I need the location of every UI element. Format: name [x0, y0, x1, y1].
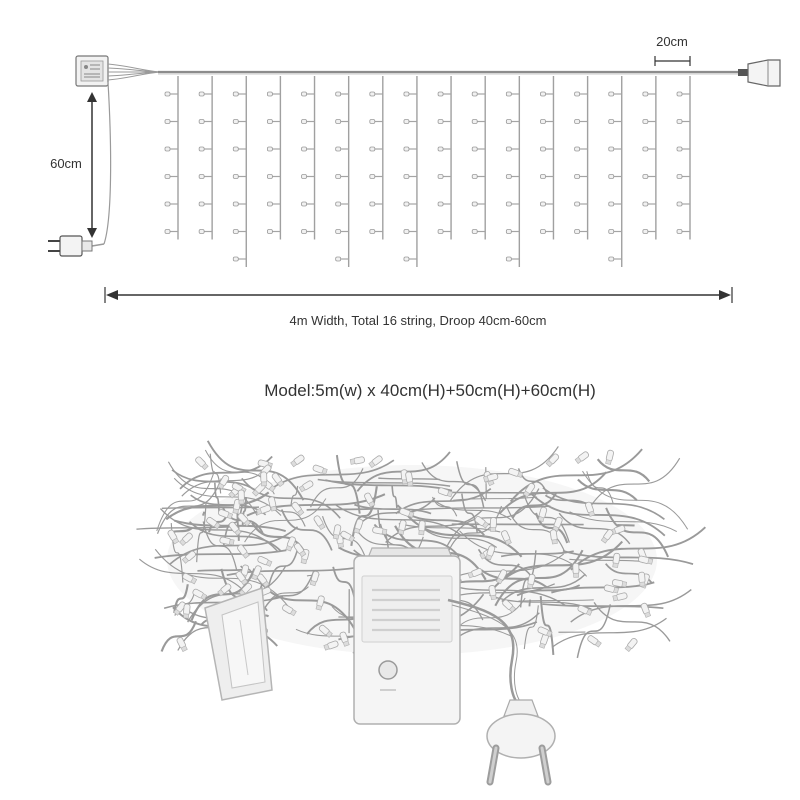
- led-bulb: [575, 92, 580, 96]
- led-bulb: [540, 175, 545, 179]
- light-string: [506, 76, 519, 267]
- led-bulb: [336, 120, 341, 124]
- light-string: [472, 76, 485, 240]
- led-bulb: [302, 120, 307, 124]
- led-bulb: [370, 175, 375, 179]
- led-bulb: [575, 451, 590, 464]
- led-bulb: [233, 230, 238, 234]
- spacing-dimension: [655, 34, 690, 66]
- led-bulb: [302, 175, 307, 179]
- led-bulb: [472, 147, 477, 151]
- led-bulb: [540, 120, 545, 124]
- led-bulb: [677, 175, 682, 179]
- light-string: [370, 76, 383, 240]
- led-bulb: [677, 147, 682, 151]
- model-label: Model:5m(w) x 40cm(H)+50cm(H)+60cm(H): [264, 381, 596, 400]
- led-bulb: [609, 257, 614, 261]
- led-bulb: [677, 230, 682, 234]
- led-bulb: [506, 92, 511, 96]
- led-bulb: [643, 92, 648, 96]
- led-bulb: [199, 92, 204, 96]
- led-bulb: [609, 230, 614, 234]
- led-bulb: [472, 202, 477, 206]
- led-bulb: [573, 563, 579, 577]
- power-plug-icon: [48, 236, 92, 256]
- width-caption: 4m Width, Total 16 string, Droop 40cm-60cm: [289, 313, 547, 328]
- led-bulb: [643, 202, 648, 206]
- mode-button: [379, 661, 397, 679]
- led-bulb: [370, 147, 375, 151]
- led-bulb: [302, 92, 307, 96]
- led-bulb: [302, 230, 307, 234]
- led-bulb: [165, 147, 170, 151]
- led-bulb: [267, 230, 272, 234]
- led-bulb: [438, 230, 443, 234]
- led-bulb: [165, 92, 170, 96]
- female-connector-icon: [205, 588, 272, 700]
- led-bulb: [677, 120, 682, 124]
- light-string: [165, 76, 178, 240]
- end-connector-icon: [738, 60, 780, 86]
- led-bulb: [575, 230, 580, 234]
- led-bulb: [370, 230, 375, 234]
- led-bulb: [609, 202, 614, 206]
- led-bulb: [506, 147, 511, 151]
- eu-plug-icon: [487, 700, 555, 782]
- led-bulb: [575, 175, 580, 179]
- led-bulb: [199, 230, 204, 234]
- led-bulb: [267, 120, 272, 124]
- led-bulb: [370, 92, 375, 96]
- light-string: [233, 76, 246, 267]
- led-bulb: [404, 202, 409, 206]
- led-bulb: [165, 175, 170, 179]
- light-string: [199, 76, 212, 240]
- led-bulb: [506, 120, 511, 124]
- light-string: [336, 76, 349, 267]
- light-string: [438, 76, 451, 240]
- led-bulb: [609, 175, 614, 179]
- led-bulb: [233, 120, 238, 124]
- led-bulb: [575, 202, 580, 206]
- led-bulb: [199, 147, 204, 151]
- led-bulb: [336, 202, 341, 206]
- led-bulb: [404, 175, 409, 179]
- led-bulb: [165, 202, 170, 206]
- led-bulb: [540, 230, 545, 234]
- led-bulb: [540, 202, 545, 206]
- led-bulb: [267, 202, 272, 206]
- controller-box-icon: [76, 56, 108, 86]
- led-bulb: [490, 517, 497, 531]
- light-string: [575, 76, 588, 240]
- led-bulb: [506, 202, 511, 206]
- led-bulb: [267, 175, 272, 179]
- led-bulb: [609, 120, 614, 124]
- led-bulb: [302, 202, 307, 206]
- led-bulb: [609, 92, 614, 96]
- led-bulb: [438, 175, 443, 179]
- led-bulb: [233, 257, 238, 261]
- led-bulb: [199, 202, 204, 206]
- led-bulb: [677, 202, 682, 206]
- led-bulb: [643, 147, 648, 151]
- led-bulb: [506, 257, 511, 261]
- led-bulb: [199, 175, 204, 179]
- light-string: [267, 76, 280, 240]
- hanging-strings: [165, 76, 690, 267]
- led-bulb: [336, 230, 341, 234]
- led-bulb: [506, 175, 511, 179]
- led-bulb: [506, 230, 511, 234]
- led-bulb: [165, 230, 170, 234]
- led-bulb: [238, 490, 244, 504]
- coiled-light-bundle: [136, 441, 705, 782]
- led-bulb: [404, 92, 409, 96]
- led-bulb: [199, 120, 204, 124]
- led-bulb: [472, 230, 477, 234]
- led-bulb: [404, 120, 409, 124]
- led-bulb: [233, 92, 238, 96]
- led-bulb: [370, 202, 375, 206]
- controller-box: [354, 548, 460, 724]
- curtain-schematic: [48, 34, 780, 328]
- led-bulb: [233, 202, 238, 206]
- led-bulb: [350, 456, 365, 465]
- led-bulb: [404, 257, 409, 261]
- led-bulb: [605, 450, 614, 465]
- led-bulb: [267, 147, 272, 151]
- led-bulb: [404, 230, 409, 234]
- led-bulb: [472, 120, 477, 124]
- led-bulb: [609, 147, 614, 151]
- led-bulb: [625, 637, 639, 652]
- spacing-label: 20cm: [656, 34, 688, 49]
- led-bulb: [233, 147, 238, 151]
- led-bulb: [233, 175, 238, 179]
- led-bulb: [575, 147, 580, 151]
- led-bulb: [438, 120, 443, 124]
- led-bulb: [643, 120, 648, 124]
- led-bulb: [540, 147, 545, 151]
- led-bulb: [438, 202, 443, 206]
- light-string: [609, 76, 622, 267]
- light-string: [404, 76, 417, 267]
- led-bulb: [438, 92, 443, 96]
- led-bulb: [643, 230, 648, 234]
- led-bulb: [575, 120, 580, 124]
- led-bulb: [643, 175, 648, 179]
- led-bulb: [336, 92, 341, 96]
- led-bulb: [336, 147, 341, 151]
- led-bulb: [540, 92, 545, 96]
- light-string: [540, 76, 553, 240]
- led-bulb: [183, 604, 190, 619]
- light-string: [677, 76, 690, 240]
- led-bulb: [336, 175, 341, 179]
- light-string: [643, 76, 656, 240]
- height-label: 60cm: [50, 156, 82, 171]
- light-string: [302, 76, 315, 240]
- led-bulb: [472, 175, 477, 179]
- led-bulb: [302, 147, 307, 151]
- width-dimension: [105, 287, 732, 303]
- led-bulb: [267, 92, 272, 96]
- height-dimension: [50, 92, 97, 238]
- led-bulb: [261, 472, 267, 486]
- led-bulb: [404, 147, 409, 151]
- led-bulb: [677, 92, 682, 96]
- led-bulb: [472, 92, 477, 96]
- led-bulb: [370, 120, 375, 124]
- led-bulb: [336, 257, 341, 261]
- led-bulb: [438, 147, 443, 151]
- led-bulb: [165, 120, 170, 124]
- led-bulb: [195, 456, 209, 470]
- led-bulb: [290, 454, 305, 467]
- led-bulb: [587, 635, 602, 648]
